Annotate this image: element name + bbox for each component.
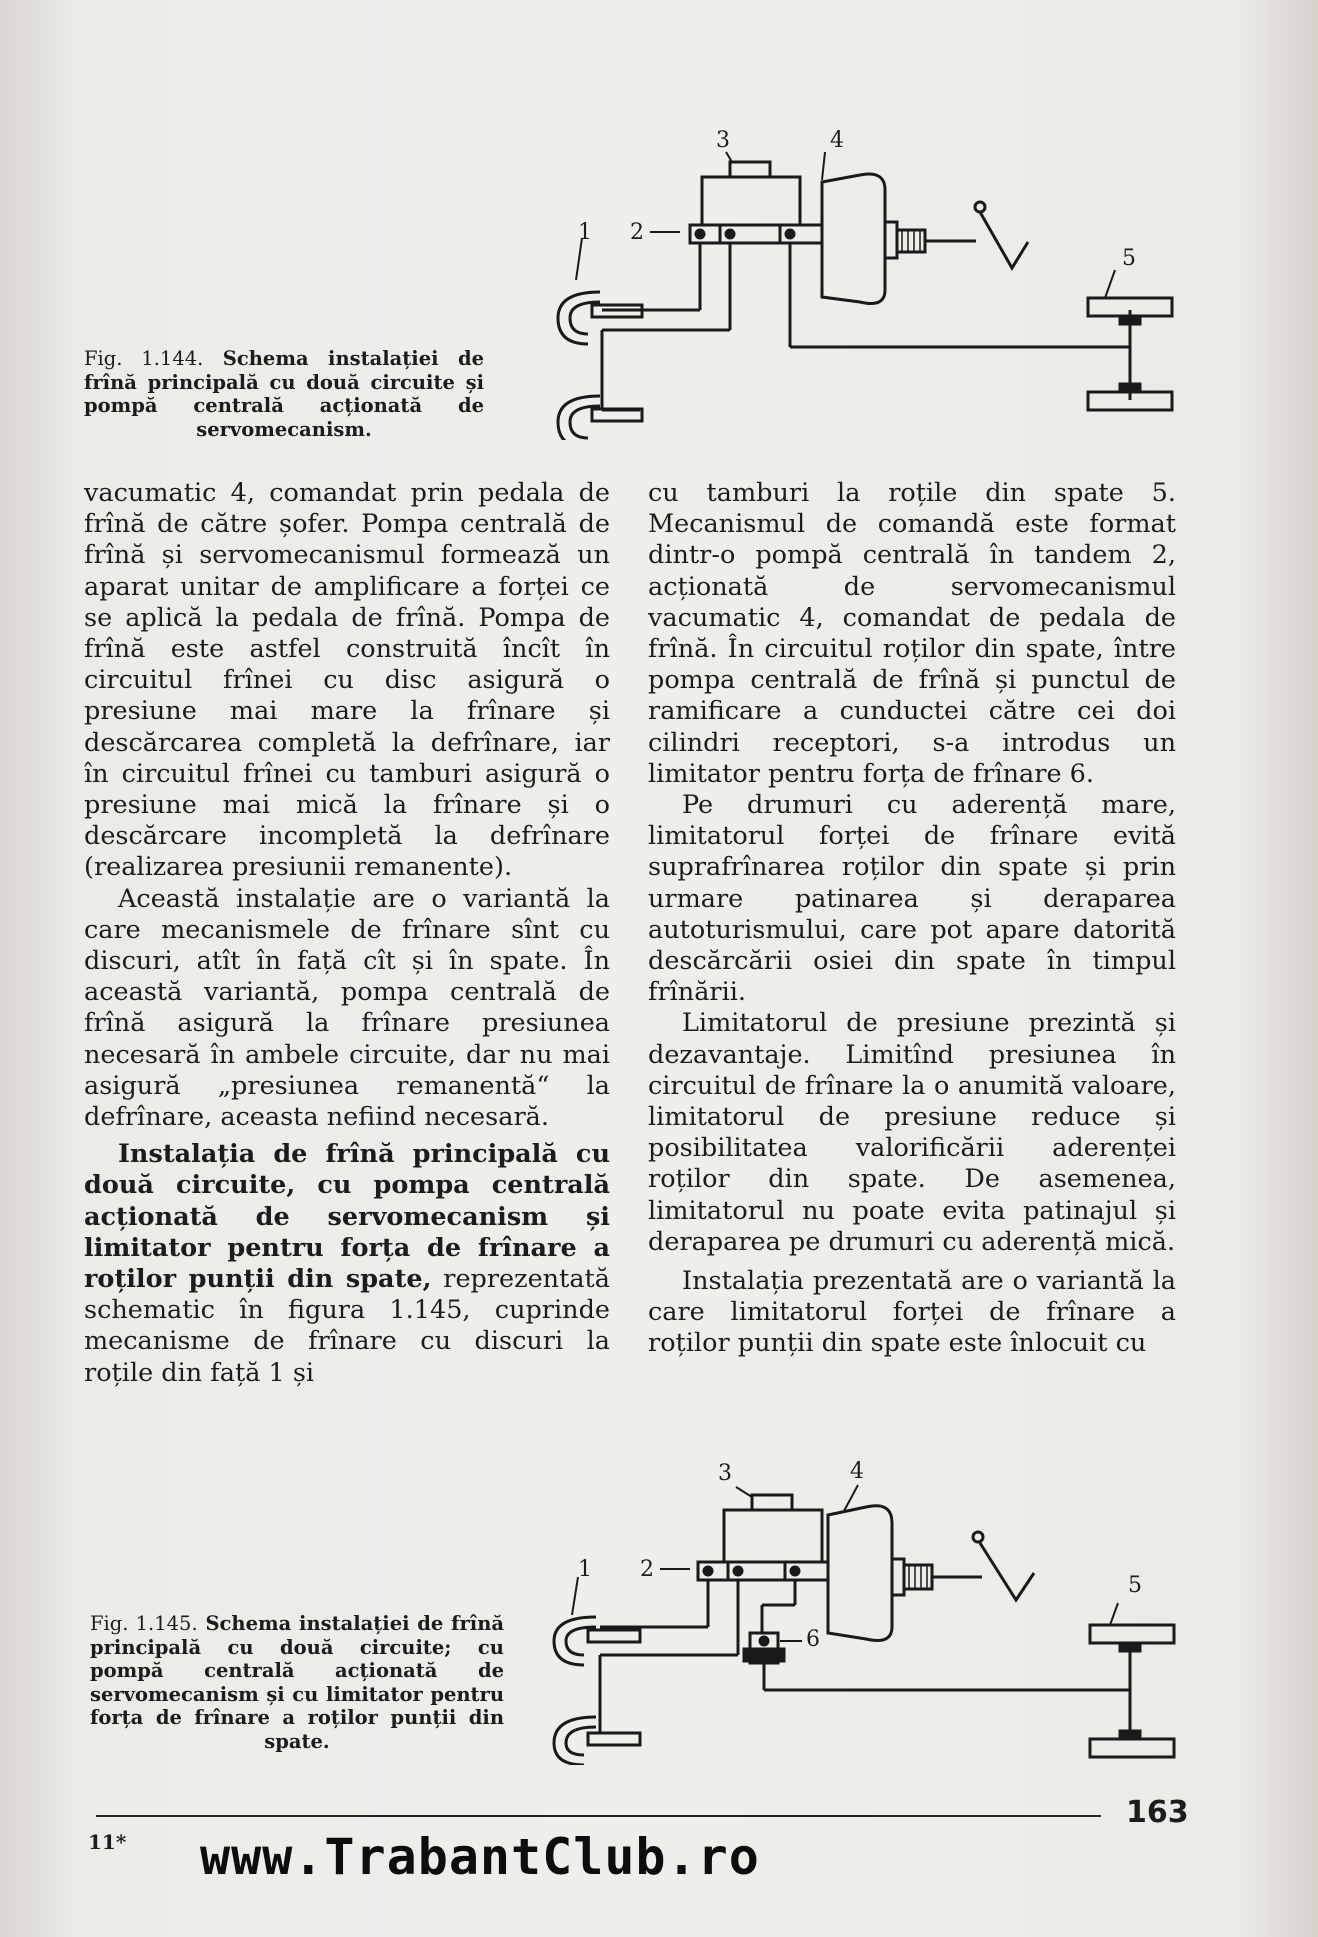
fig144-brake-pedal: [980, 212, 1028, 268]
fig144-label-5: 5: [1122, 246, 1136, 271]
fig145-front-disc-2: [554, 1717, 596, 1765]
fig144-caption: [84, 347, 484, 441]
fig144-front-disc-2: [558, 396, 600, 440]
fig145-caption-label: Fig. 1.145.: [90, 1612, 198, 1635]
right-paragraph-1: cu tamburi la roțile din spate 5. Mecanismul de comandă este format dintr-o pompă centrală în tandem 2, acționată de servomecanismul vacumatic 4, comandat de pedala de frînă. În circuitul roților din spate, între pompa centrală de frînă și punctul de ramificare a cunductei către cei doi cilindri receptori, s-a introdus un limitator pentru forța de frînare 6.: [648, 478, 1176, 789]
fig145-rear-drum-2: [1090, 1739, 1174, 1757]
right-paragraph-4: Instalația prezentată are o variantă la care limitatorul forței de frînare a roților punții din spate este înlocuit cu: [648, 1266, 1176, 1359]
fig144-label-1: 1: [578, 220, 592, 245]
fig144-caption-label: Fig. 1.144.: [84, 347, 204, 370]
fig145-label-1: 1: [578, 1557, 592, 1582]
fig145-tandem-pump: [698, 1562, 828, 1580]
fig145-label-6: 6: [806, 1627, 820, 1652]
footer-rule: [96, 1815, 1101, 1817]
right-paragraph-2: Pe drumuri cu aderență mare, limitatorul forței de frînare evită suprafrînarea roților din spate și prin urmare patinarea și deraparea autoturismului, care pot apare datorită descărcării osiei din spate în timpul frînării.: [648, 790, 1176, 1008]
signature-mark: 11*: [88, 1830, 127, 1854]
left-column: [84, 478, 610, 1389]
fig144-reservoir: [702, 177, 800, 225]
fig145-brake-pedal: [980, 1543, 1034, 1600]
fig145-reservoir: [724, 1510, 822, 1562]
fig145-label-5: 5: [1128, 1573, 1142, 1598]
fig145-label-4: 4: [850, 1459, 864, 1484]
fig144-label-3: 3: [716, 128, 730, 153]
left-paragraph-3: [84, 1139, 610, 1389]
left-paragraph-3-bold: Instalația de frînă principală cu două circuite, cu pompa centrală acționată de servomecanism și limitator pentru forța de frînare a roților punții din spate,: [84, 1139, 610, 1295]
fig145-caption-text: Schema instalației de frînă principală cu două circuite; cu pompă centrală acționată de servomecanism și cu limitator pentru forța de frînare a roților punții din spate.: [90, 1612, 505, 1753]
watermark-url: www.TrabantClub.ro: [200, 1828, 760, 1886]
fig144-diagram: [540, 120, 1190, 440]
fig145-rear-drum-1: [1090, 1625, 1174, 1643]
fig145-label-2: 2: [640, 1557, 654, 1582]
page-number: 163: [1126, 1795, 1189, 1830]
left-paragraph-1: vacumatic 4, comandat prin pedala de frînă de către șofer. Pompa centrală de frînă și servomecanismul formează un aparat unitar de amplificare a forței ce se aplică la pedala de frînă. Pompa de frînă este astfel construită încît în circuitul frînei cu disc asigură o presiune mai mare la frînare și descărcarea completă la defrînare, iar în circuitul frînei cu tamburi asigură o presiune mai mică la frînare și o descărcare incompletă la defrînare (realizarea presiunii remanente).: [84, 478, 610, 883]
left-paragraph-3-rest: reprezentată schematic în figura 1.145, cuprinde mecanisme de frînare cu discuri la roțile din față 1 și: [84, 1264, 610, 1388]
fig144-tandem-pump: [690, 225, 822, 243]
fig145-label-3: 3: [718, 1461, 732, 1486]
fig144-label-4: 4: [830, 128, 844, 153]
fig145-vacuum-servo: [828, 1506, 892, 1641]
fig144-reservoir-cap: [730, 162, 770, 177]
right-paragraph-3: Limitatorul de presiune prezintă și dezavantaje. Limitînd presiunea în circuitul de frînare la o anumită valoare, limitatorul de presiune reduce și posibilitatea valorificării aderenței roților din spate. De asemenea, limitatorul nu poate evita patinajul și deraparea pe drumuri cu aderență mică.: [648, 1008, 1176, 1257]
fig145-reservoir-cap: [752, 1495, 792, 1510]
right-column: [648, 478, 1176, 1360]
fig145-diagram: [540, 1455, 1190, 1765]
fig144-vacuum-servo: [822, 174, 885, 304]
fig144-caption-text: Schema instalației de frînă principală cu două circuite și pompă centrală acționată de servomecanism.: [84, 347, 484, 441]
left-paragraph-2: Această instalație are o variantă la care mecanismele de frînare sînt cu discuri, atît în față cît și în spate. În această variantă, pompa centrală de frînă asigură la frînare presiunea necesară în ambele circuite, dar nu mai asigură „presiunea remanentă“ la defrînare, aceasta nefiind necesară.: [84, 883, 610, 1133]
fig145-caption: [90, 1612, 504, 1753]
fig144-label-2: 2: [630, 220, 644, 245]
